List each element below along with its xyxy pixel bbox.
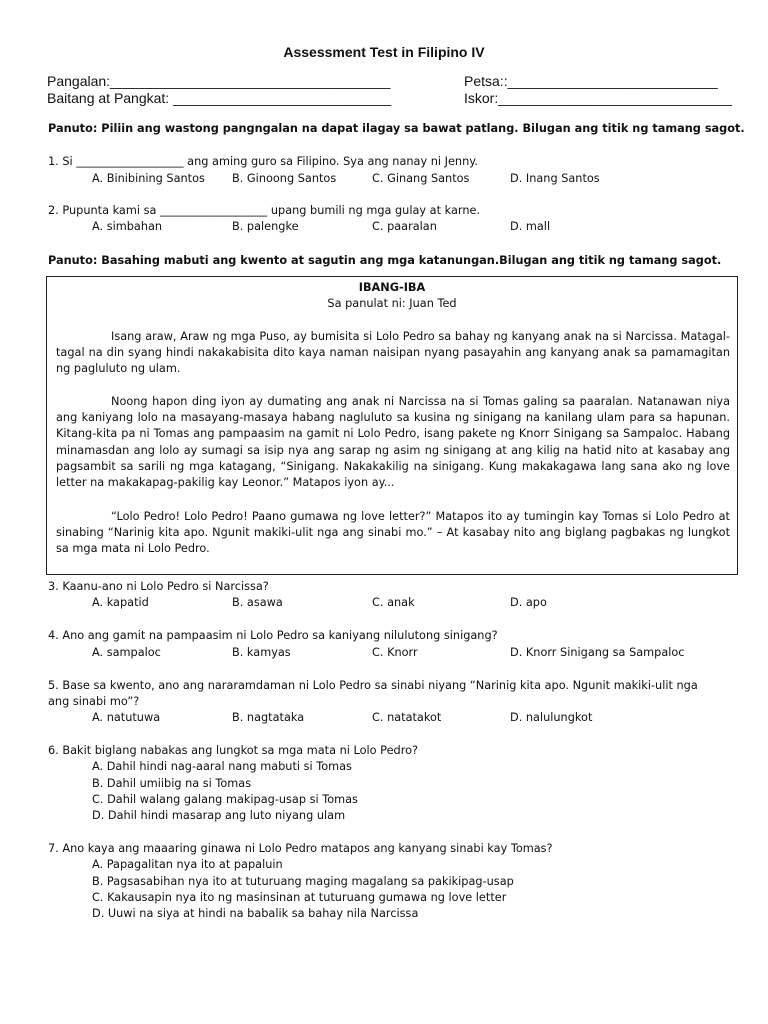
question-5: 5. Base sa kwento, ano ang nararamdaman ni Lolo Pedro sa sinabi niyang “Narinig kita apo. Ngunit makiki-ulit nga — [48, 679, 698, 692]
q6-option-b: B. Dahil umiibig na si Tomas — [92, 777, 252, 790]
q3-option-a: A. kapatid — [92, 596, 149, 609]
q5-option-c: C. natatakot — [372, 711, 442, 724]
q5-option-a: A. natutuwa — [92, 711, 161, 724]
q1-option-d: D. Inang Santos — [510, 172, 600, 185]
instruction-1: Panuto: Piliin ang wastong pangngalan na dapat ilagay sa bawat patlang. Bilugan ang titik ng tamang sagot. — [48, 122, 745, 135]
question-5-continued: ang sinabi mo”? — [48, 695, 140, 708]
story-box — [46, 276, 738, 575]
baitang-field: Baitang at Pangkat: ____________________________ — [47, 90, 392, 106]
q6-option-c: C. Dahil walang galang makipag-usap si Tomas — [92, 793, 358, 806]
question-3: 3. Kaanu-ano ni Lolo Pedro si Narcissa? — [48, 580, 269, 593]
page-title: Assessment Test in Filipino IV — [283, 44, 485, 60]
question-4: 4. Ano ang gamit na pampaasim ni Lolo Pedro sa kaniyang nilulutong sinigang? — [48, 629, 498, 642]
q3-option-b: B. asawa — [232, 596, 283, 609]
question-7: 7. Ano kaya ang maaaring ginawa ni Lolo Pedro matapos ang kanyang sinabi kay Tomas? — [48, 842, 553, 855]
story-paragraph-1: Isang araw, Araw ng mga Puso, ay bumisita si Lolo Pedro sa bahay ng kanyang anak na si Narcissa. Matagal-tagal na din syang hindi nakakabisita dito kaya naman naisipan nyang pasayahin ang kanyang anak sa pamamagitan ng pagluluto ng ulam. — [56, 330, 730, 376]
q4-option-d: D. Knorr Sinigang sa Sampaloc — [510, 646, 685, 659]
story-paragraph-2: Noong hapon ding iyon ay dumating ang anak ni Narcissa na si Tomas galing sa paaralan. Natanawan niya ang kaniyang lolo na masayang-masaya habang nagluluto sa kusina ng sinigang na kanilang ulam para sa hapunan. Kitang-kita pa ni Tomas ang pampaasim na gamit ni Lolo Pedro, isang pakete ng Knorr Sinigang sa Sampaloc. Habang minamasdan ang lolo ay sumagi sa isip nya ang sarap ng asim ng sinigang at ang kilig na hatid nito at kasabay ang pagsambit sa sarili ng mga katagang, “Sinigang. Nakakakilig na sinigang. Kung makakagawa lang sana ako ng love letter na makakapag-pakilig kay Leonor.” Matapos iyon ay... — [56, 395, 730, 490]
q7-option-c: C. Kakausapin nya ito ng masinsinan at tuturuang gumawa ng love letter — [92, 891, 507, 904]
q2-option-b: B. palengke — [232, 220, 299, 233]
q2-option-a: A. simbahan — [92, 220, 163, 233]
q1-option-b: B. Ginoong Santos — [232, 172, 337, 185]
q1-option-c: C. Ginang Santos — [372, 172, 470, 185]
q7-option-a: A. Papagalitan nya ito at papaluin — [92, 858, 283, 871]
q6-option-d: D. Dahil hindi masarap ang luto niyang ulam — [92, 809, 346, 822]
question-1: 1. Si ___________________ ang aming guro sa Filipino. Sya ang nanay ni Jenny. — [48, 155, 478, 168]
iskor-field: Iskor:______________________________ — [464, 90, 732, 106]
q4-option-b: B. kamyas — [232, 646, 291, 659]
story-author: Sa panulat ni: Juan Ted — [327, 297, 457, 310]
q5-option-d: D. nalulungkot — [510, 711, 593, 724]
q4-option-a: A. sampaloc — [92, 646, 161, 659]
question-2: 2. Pupunta kami sa ___________________ upang bumili ng mga gulay at karne. — [48, 204, 481, 217]
q2-option-c: C. paaralan — [372, 220, 437, 233]
question-6: 6. Bakit biglang nabakas ang lungkot sa mga mata ni Lolo Pedro? — [48, 744, 419, 757]
instruction-2: Panuto: Basahing mabuti ang kwento at sagutin ang mga katanungan.Bilugan ang titik ng tamang sagot. — [48, 254, 722, 267]
story-paragraph-3: “Lolo Pedro! Lolo Pedro! Paano gumawa ng love letter?” Matapos ito ay tumingin kay Tomas si Lolo Pedro at sinabing “Narinig kita apo. Ngunit makiki-ulit nga ang sinabi mo.” – At kasabay nito ang biglang pagbakas ng lungkot sa mga mata ni Lolo Pedro. — [56, 510, 730, 556]
q3-option-c: C. anak — [372, 596, 415, 609]
q3-option-d: D. apo — [510, 596, 547, 609]
q7-option-b: B. Pagsasabihan nya ito at tuturuang maging magalang sa pakikipag-usap — [92, 875, 514, 888]
q5-option-b: B. nagtataka — [232, 711, 305, 724]
q1-option-a: A. Binibining Santos — [92, 172, 205, 185]
q4-option-c: C. Knorr — [372, 646, 418, 659]
story-title: IBANG-IBA — [358, 281, 426, 294]
petsa-field: Petsa::___________________________ — [464, 73, 718, 89]
q7-option-d: D. Uuwi na siya at hindi na babalik sa bahay nila Narcissa — [92, 907, 419, 920]
q2-option-d: D. mall — [510, 220, 551, 233]
q6-option-a: A. Dahil hindi nag-aaral nang mabuti si Tomas — [92, 760, 352, 773]
pangalan-field: Pangalan:____________________________________ — [47, 73, 391, 89]
